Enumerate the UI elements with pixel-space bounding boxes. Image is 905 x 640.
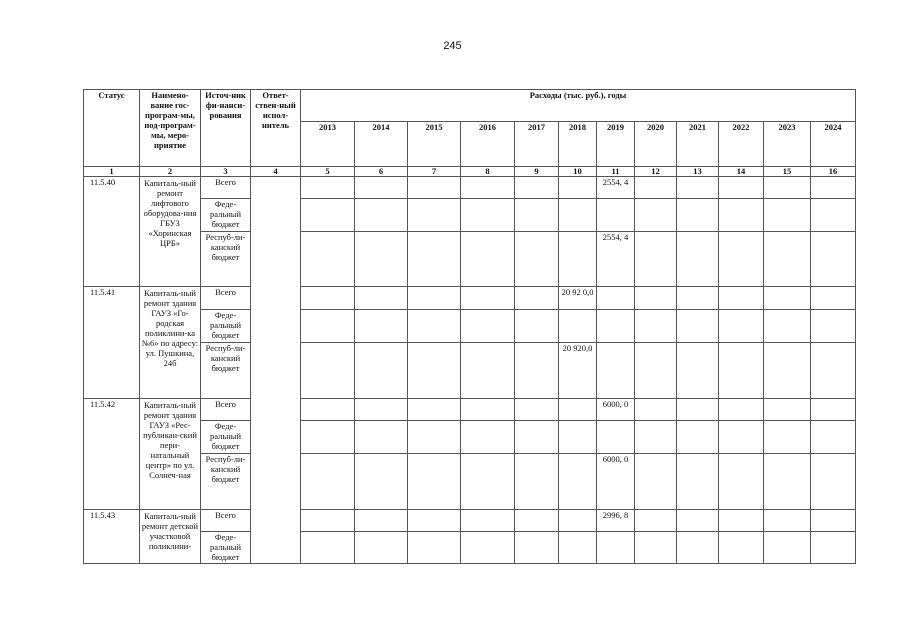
header-year: 2024	[811, 122, 856, 167]
empty-cell	[408, 287, 461, 310]
table-row	[84, 177, 856, 199]
header-executor: Ответ-ствен-ный испол-нитель	[251, 90, 301, 167]
empty-cell	[301, 454, 355, 510]
empty-cell	[811, 343, 856, 399]
row-status: 11.5.41	[84, 287, 140, 399]
empty-cell	[461, 421, 515, 454]
empty-cell	[719, 399, 764, 421]
empty-cell	[811, 421, 856, 454]
empty-cell	[677, 287, 719, 310]
table-row	[84, 510, 856, 532]
table-row	[84, 399, 856, 421]
empty-cell	[408, 421, 461, 454]
header-year: 2014	[355, 122, 408, 167]
empty-cell	[301, 232, 355, 287]
empty-cell	[559, 532, 597, 564]
empty-cell	[301, 177, 355, 199]
empty-cell	[597, 343, 635, 399]
header-expenses: Расходы (тыс. руб.), годы	[301, 90, 856, 122]
header-source: Источ-ник фи-нанси-рования	[201, 90, 251, 167]
empty-cell	[811, 287, 856, 310]
column-number: 3	[201, 167, 251, 177]
executor-cell	[251, 177, 301, 564]
empty-cell	[635, 343, 677, 399]
source-total: Всего	[201, 399, 251, 421]
empty-cell	[559, 199, 597, 232]
empty-cell	[559, 232, 597, 287]
column-number: 14	[719, 167, 764, 177]
empty-cell	[408, 232, 461, 287]
empty-cell	[635, 287, 677, 310]
empty-cell	[811, 399, 856, 421]
column-number: 2	[140, 167, 201, 177]
empty-cell	[515, 177, 559, 199]
source-republic: Респуб-ли-канский бюджет	[201, 343, 251, 399]
empty-cell	[811, 232, 856, 287]
empty-cell	[408, 177, 461, 199]
empty-cell	[461, 287, 515, 310]
empty-cell	[515, 510, 559, 532]
empty-cell	[408, 199, 461, 232]
empty-cell	[764, 421, 811, 454]
column-number: 13	[677, 167, 719, 177]
column-number: 16	[811, 167, 856, 177]
source-federal: Феде-ральный бюджет	[201, 532, 251, 564]
empty-cell	[515, 343, 559, 399]
column-number: 8	[461, 167, 515, 177]
source-republic: Респуб-ли-канский бюджет	[201, 232, 251, 287]
empty-cell	[597, 199, 635, 232]
empty-cell	[764, 510, 811, 532]
row-name: Капиталь-ный ремонт здания ГАУЗ «Го-родская поликлини-ка №6» по адресу: ул. Пушкина, 24б	[140, 287, 201, 399]
empty-cell	[677, 510, 719, 532]
empty-cell	[355, 199, 408, 232]
empty-cell	[515, 421, 559, 454]
row-name: Капиталь-ный ремонт лифтового оборудова-ния ГБУЗ «Хоринская ЦРБ»	[140, 177, 201, 287]
empty-cell	[635, 310, 677, 343]
empty-cell	[764, 454, 811, 510]
empty-cell	[355, 532, 408, 564]
empty-cell	[355, 421, 408, 454]
empty-cell	[355, 399, 408, 421]
column-number: 10	[559, 167, 597, 177]
header-year: 2018	[559, 122, 597, 167]
header-year: 2023	[764, 122, 811, 167]
empty-cell	[597, 310, 635, 343]
empty-cell	[461, 454, 515, 510]
empty-cell	[559, 421, 597, 454]
empty-cell	[635, 399, 677, 421]
page-number: 245	[443, 40, 462, 52]
empty-cell	[635, 177, 677, 199]
empty-cell	[408, 343, 461, 399]
empty-cell	[515, 232, 559, 287]
empty-cell	[559, 399, 597, 421]
empty-cell	[461, 177, 515, 199]
empty-cell	[597, 421, 635, 454]
row-status: 11.5.42	[84, 399, 140, 510]
empty-cell	[811, 532, 856, 564]
empty-cell	[677, 343, 719, 399]
empty-cell	[635, 510, 677, 532]
empty-cell	[461, 510, 515, 532]
header-year: 2021	[677, 122, 719, 167]
empty-cell	[719, 287, 764, 310]
empty-cell	[677, 310, 719, 343]
empty-cell	[355, 343, 408, 399]
empty-cell	[635, 421, 677, 454]
empty-cell	[301, 287, 355, 310]
empty-cell	[559, 177, 597, 199]
column-number: 6	[355, 167, 408, 177]
empty-cell	[301, 343, 355, 399]
empty-cell	[719, 421, 764, 454]
empty-cell	[301, 532, 355, 564]
empty-cell	[597, 287, 635, 310]
row-name: Капиталь-ный ремонт детской участковой поликлини-	[140, 510, 201, 564]
empty-cell	[764, 343, 811, 399]
source-total: Всего	[201, 177, 251, 199]
value-cell: 20 920,0	[559, 343, 597, 399]
empty-cell	[355, 232, 408, 287]
empty-cell	[764, 199, 811, 232]
empty-cell	[355, 510, 408, 532]
header-year: 2015	[408, 122, 461, 167]
empty-cell	[719, 532, 764, 564]
empty-cell	[719, 343, 764, 399]
empty-cell	[811, 310, 856, 343]
empty-cell	[515, 454, 559, 510]
empty-cell	[635, 454, 677, 510]
empty-cell	[515, 399, 559, 421]
empty-cell	[677, 454, 719, 510]
empty-cell	[461, 232, 515, 287]
header-year: 2016	[461, 122, 515, 167]
empty-cell	[597, 532, 635, 564]
value-cell: 2996, 8	[597, 510, 635, 532]
empty-cell	[559, 310, 597, 343]
empty-cell	[559, 510, 597, 532]
source-republic: Респуб-ли-канский бюджет	[201, 454, 251, 510]
header-status: Статус	[84, 90, 140, 167]
header-year: 2017	[515, 122, 559, 167]
source-total: Всего	[201, 287, 251, 310]
value-cell: 2554, 4	[597, 232, 635, 287]
empty-cell	[515, 287, 559, 310]
empty-cell	[719, 510, 764, 532]
source-total: Всего	[201, 510, 251, 532]
empty-cell	[764, 310, 811, 343]
empty-cell	[764, 287, 811, 310]
empty-cell	[635, 232, 677, 287]
value-cell: 2554, 4	[597, 177, 635, 199]
value-cell: 6000, 0	[597, 399, 635, 421]
header-year: 2022	[719, 122, 764, 167]
table-row	[84, 287, 856, 310]
empty-cell	[635, 532, 677, 564]
empty-cell	[719, 199, 764, 232]
empty-cell	[408, 399, 461, 421]
row-status: 11.5.43	[84, 510, 140, 564]
empty-cell	[719, 232, 764, 287]
column-number: 4	[251, 167, 301, 177]
empty-cell	[355, 287, 408, 310]
column-number: 5	[301, 167, 355, 177]
column-number-row	[84, 167, 856, 177]
empty-cell	[461, 532, 515, 564]
empty-cell	[461, 199, 515, 232]
header-name: Наимено-вание гос-програм-мы, под-програм-мы, меро-приятие	[140, 90, 201, 167]
row-status: 11.5.40	[84, 177, 140, 287]
empty-cell	[677, 532, 719, 564]
source-federal: Феде-ральный бюджет	[201, 199, 251, 232]
empty-cell	[811, 454, 856, 510]
empty-cell	[764, 399, 811, 421]
source-federal: Феде-ральный бюджет	[201, 421, 251, 454]
column-number: 15	[764, 167, 811, 177]
header-year: 2013	[301, 122, 355, 167]
empty-cell	[515, 199, 559, 232]
empty-cell	[515, 310, 559, 343]
empty-cell	[408, 454, 461, 510]
budget-table	[83, 89, 856, 564]
empty-cell	[677, 199, 719, 232]
empty-cell	[719, 454, 764, 510]
empty-cell	[811, 177, 856, 199]
empty-cell	[355, 177, 408, 199]
source-federal: Феде-ральный бюджет	[201, 310, 251, 343]
column-number: 7	[408, 167, 461, 177]
empty-cell	[635, 199, 677, 232]
empty-cell	[301, 399, 355, 421]
empty-cell	[559, 454, 597, 510]
empty-cell	[811, 510, 856, 532]
value-cell: 20 92 0,0	[559, 287, 597, 310]
empty-cell	[408, 310, 461, 343]
empty-cell	[301, 421, 355, 454]
column-number: 1	[84, 167, 140, 177]
empty-cell	[355, 310, 408, 343]
empty-cell	[301, 510, 355, 532]
empty-cell	[677, 177, 719, 199]
empty-cell	[719, 310, 764, 343]
empty-cell	[677, 232, 719, 287]
empty-cell	[719, 177, 764, 199]
empty-cell	[301, 199, 355, 232]
column-number: 12	[635, 167, 677, 177]
empty-cell	[764, 532, 811, 564]
empty-cell	[461, 310, 515, 343]
empty-cell	[764, 177, 811, 199]
empty-cell	[811, 199, 856, 232]
empty-cell	[355, 454, 408, 510]
empty-cell	[408, 532, 461, 564]
empty-cell	[764, 232, 811, 287]
empty-cell	[461, 399, 515, 421]
column-number: 11	[597, 167, 635, 177]
column-number: 9	[515, 167, 559, 177]
empty-cell	[677, 399, 719, 421]
header-year: 2020	[635, 122, 677, 167]
empty-cell	[408, 510, 461, 532]
header-year: 2019	[597, 122, 635, 167]
empty-cell	[301, 310, 355, 343]
empty-cell	[677, 421, 719, 454]
empty-cell	[461, 343, 515, 399]
empty-cell	[515, 532, 559, 564]
value-cell: 6000, 0	[597, 454, 635, 510]
row-name: Капиталь-ный ремонт здания ГАУЗ «Рес-публикан-ский пери-натальный центр» по ул. Солнеч-ная	[140, 399, 201, 510]
